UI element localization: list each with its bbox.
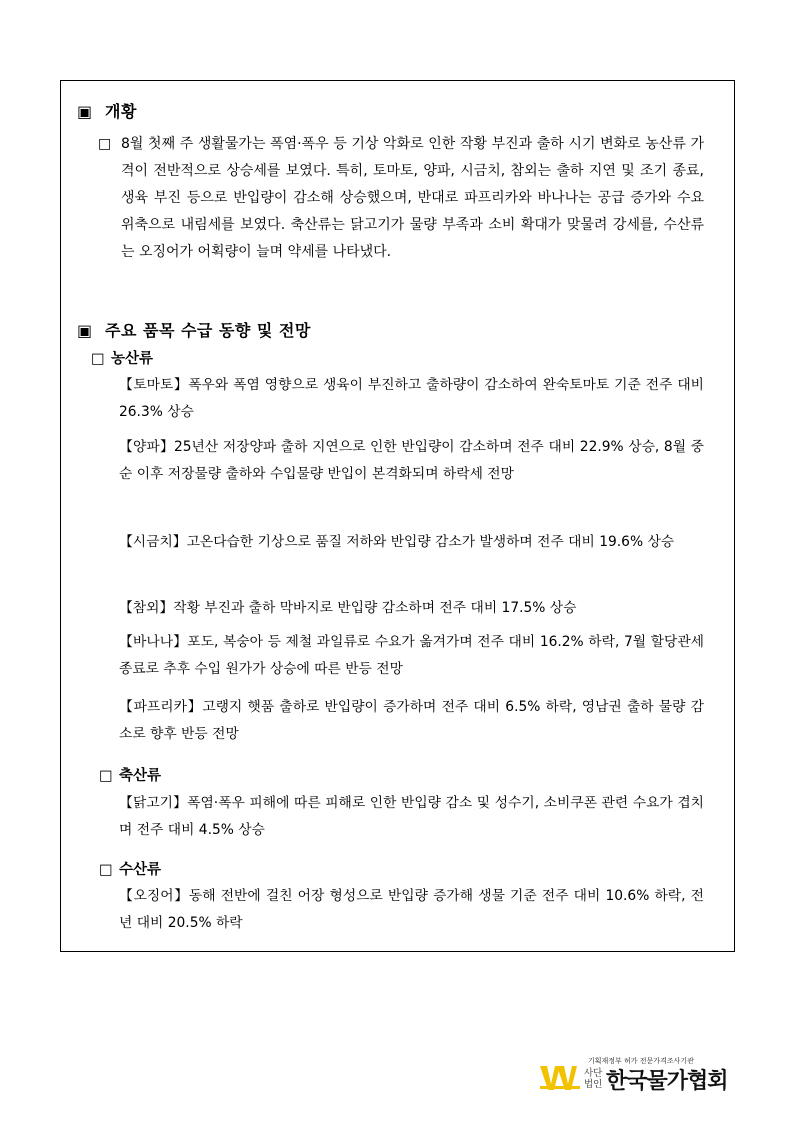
category-name: 농산류 — [111, 351, 154, 367]
item-label: 【참외】 — [119, 600, 174, 616]
category-name: 축산류 — [119, 768, 162, 784]
item-chicken — [119, 790, 704, 844]
category-bullet: □ — [91, 351, 105, 367]
item-label: 【시금치】 — [119, 534, 187, 550]
item-paprika — [119, 694, 704, 748]
item-text: 25년산 저장양파 출하 지연으로 인한 반입량이 감소하며 전주 대비 22.9% 상승, 8월 중순 이후 저장물량 출하와 수입물량 반입이 본격화되며 하락세 전망 — [119, 439, 704, 482]
item-spinach — [119, 529, 704, 556]
item-text: 동해 전반에 걸친 어장 형성으로 반입량 증가해 생물 기준 전주 대비 10.6% 하락, 전년 대비 20.5% 하락 — [119, 888, 705, 931]
kpa-emblem-icon — [540, 1064, 582, 1092]
category-livestock-heading — [99, 764, 161, 785]
item-label: 【오징어】 — [119, 888, 189, 904]
item-korean-melon — [119, 595, 704, 622]
logo-subtitle: 기획재정부 허가 전문가격조사기관 — [588, 1057, 694, 1065]
main-items-heading — [77, 318, 311, 341]
item-text: 폭염·폭우 피해에 따른 피해로 인한 반입량 감소 및 성수기, 소비쿠폰 관련 수요가 겹치며 전주 대비 4.5% 상승 — [119, 795, 704, 838]
logo-name: 한국물가협회 — [606, 1069, 728, 1094]
main-items-title: 주요 품목 수급 동향 및 전망 — [105, 321, 311, 340]
item-squid — [119, 883, 704, 937]
item-label: 【토마토】 — [119, 377, 189, 393]
overview-text: 8월 첫째 주 생활물가는 폭염·폭우 등 기상 악화로 인한 작황 부진과 출하 시기 변화로 농산류 가격이 전반적으로 상승세를 보였다. 특히, 토마토, 양파, 시금치, 참외는 출하 지연 및 조기 종료, 생육 부진 등으로 반입량이 감소해 상승했으며, 반대로 파프리카와 바나나는 공급 증가와 수요 위축으로 내림세를 보였다. 축산류는 닭고기가 물량 부족과 소비 확대가 맞물려 강세를, 수산류는 오징어가 어획량이 늘며 약세를 나타냈다. — [121, 136, 704, 260]
logo-legal-form: 사단법인 — [584, 1068, 603, 1090]
category-bullet: □ — [99, 768, 113, 784]
category-marine-heading — [99, 858, 161, 879]
item-label: 【파프리카】 — [119, 699, 203, 715]
item-text: 고온다습한 기상으로 품질 저하와 반입량 감소가 발생하며 전주 대비 19.6% 상승 — [186, 534, 675, 550]
item-label: 【닭고기】 — [119, 795, 188, 811]
item-text: 포도, 복숭아 등 제철 과일류로 수요가 옮겨가며 전주 대비 16.2% 하락, 7월 할당관세 종료로 추후 수입 원가가 상승에 따른 반등 전망 — [119, 634, 704, 677]
item-text: 작황 부진과 출하 막바지로 반입량 감소하며 전주 대비 17.5% 상승 — [173, 600, 577, 616]
summary-box — [60, 80, 735, 952]
overview-heading — [77, 99, 137, 122]
item-banana — [119, 629, 704, 683]
category-name: 수산류 — [119, 862, 162, 878]
category-bullet: □ — [99, 862, 113, 878]
item-label: 【양파】 — [119, 439, 174, 455]
overview-title: 개황 — [105, 102, 137, 121]
section-mark: ▣ — [77, 102, 93, 121]
kpa-logo — [540, 1056, 745, 1096]
item-text: 폭우와 폭염 영향으로 생육이 부진하고 출하량이 감소하여 완숙토마토 기준 전주 대비 26.3% 상승 — [119, 377, 705, 420]
category-agri-heading — [91, 347, 153, 368]
item-label: 【바나나】 — [119, 634, 188, 650]
item-onion — [119, 434, 704, 488]
item-text: 고랭지 햇품 출하로 반입량이 증가하며 전주 대비 6.5% 하락, 영남권 출하 물량 감소로 향후 반등 전망 — [119, 699, 704, 742]
overview-paragraph — [98, 131, 704, 266]
overview-bullet: □ — [98, 136, 112, 152]
section-mark: ▣ — [77, 321, 93, 340]
item-tomato — [119, 372, 704, 426]
